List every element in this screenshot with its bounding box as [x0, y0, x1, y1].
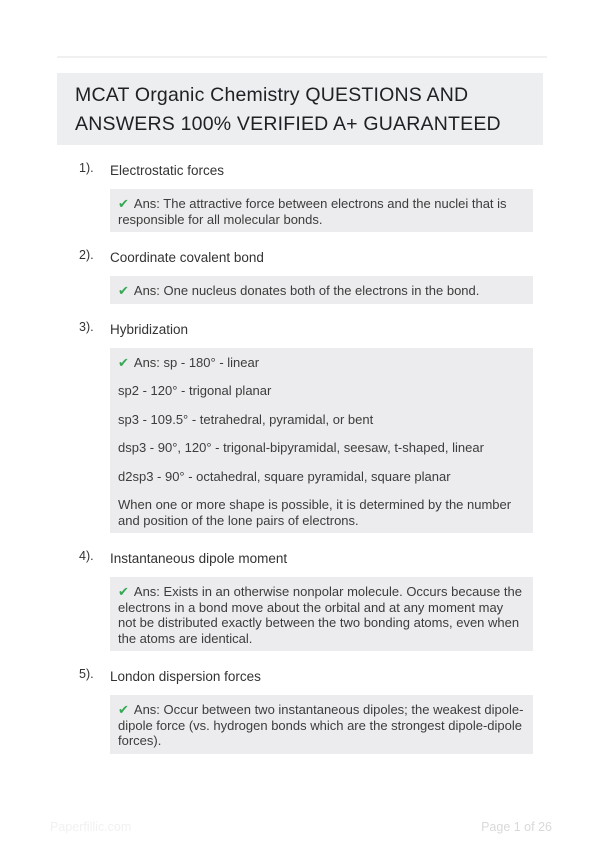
question-list: [57, 163, 533, 754]
question-number: 4).: [79, 549, 94, 563]
check-icon: ✔: [118, 702, 129, 717]
answer-paragraph: d2sp3 - 90° - octahedral, square pyramidal, square planar: [118, 468, 451, 484]
answer-paragraph: sp3 - 109.5° - tetrahedral, pyramidal, or bent: [118, 411, 374, 427]
document-title-line2: ANSWERS 100% VERIFIED A+ GUARANTEED: [75, 113, 501, 135]
answer-paragraph: ✔ Ans: The attractive force between electrons and the nuclei that is responsible for all molecular bonds.: [118, 196, 507, 227]
answer-paragraph: sp2 - 120° - trigonal planar: [118, 383, 272, 398]
document-title: [57, 73, 543, 145]
check-icon: ✔: [118, 196, 129, 211]
check-icon: ✔: [118, 354, 129, 370]
answer-box: [110, 348, 533, 534]
question-number: 5).: [79, 667, 94, 681]
watermark-link[interactable]: Paperfillic.com: [50, 820, 132, 834]
check-icon: ✔: [118, 584, 129, 599]
answer-box: [110, 695, 533, 754]
question-item: [57, 163, 533, 232]
question-number: 1).: [79, 161, 94, 175]
page-number: Page 1 of 26: [481, 820, 552, 834]
question-label: Instantaneous dipole moment: [110, 551, 288, 566]
question-item: [57, 250, 533, 304]
question-item: [57, 551, 533, 651]
answer-paragraph: ✔ Ans: Exists in an otherwise nonpolar molecule. Occurs because the electrons in a bond move about the orbital and at any moment may not be distributed exactly between the two bonding atoms, even when the atoms are identical.: [118, 584, 522, 646]
question-number: 3).: [79, 319, 94, 334]
question-number: 2).: [79, 248, 94, 262]
answer-paragraph: ✔ Ans: Occur between two instantaneous dipoles; the weakest dipole-dipole force (vs. hydrogen bonds which are the strongest dipole-dipole forces).: [118, 702, 524, 748]
answer-paragraph: ✔ Ans: sp - 180° - linear: [118, 354, 260, 370]
question-label: Electrostatic forces: [110, 163, 225, 178]
answer-box: [110, 276, 533, 304]
question-label: Coordinate covalent bond: [110, 250, 264, 265]
answer-paragraph: When one or more shape is possible, it is determined by the number and position of the lone pairs of electrons.: [118, 497, 512, 528]
answer-paragraph: dsp3 - 90°, 120° - trigonal-bipyramidal, seesaw, t-shaped, linear: [118, 440, 484, 455]
question-item: [57, 319, 533, 534]
header-divider: [57, 56, 547, 58]
question-item: [57, 669, 533, 754]
answer-paragraph: ✔ Ans: One nucleus donates both of the electrons in the bond.: [118, 283, 480, 298]
answer-box: [110, 577, 533, 651]
check-icon: ✔: [118, 283, 129, 298]
document-title-line1: MCAT Organic Chemistry QUESTIONS AND: [75, 84, 469, 106]
answer-box: [110, 189, 533, 232]
question-label: Hybridization: [110, 321, 189, 337]
question-label: London dispersion forces: [110, 669, 261, 684]
